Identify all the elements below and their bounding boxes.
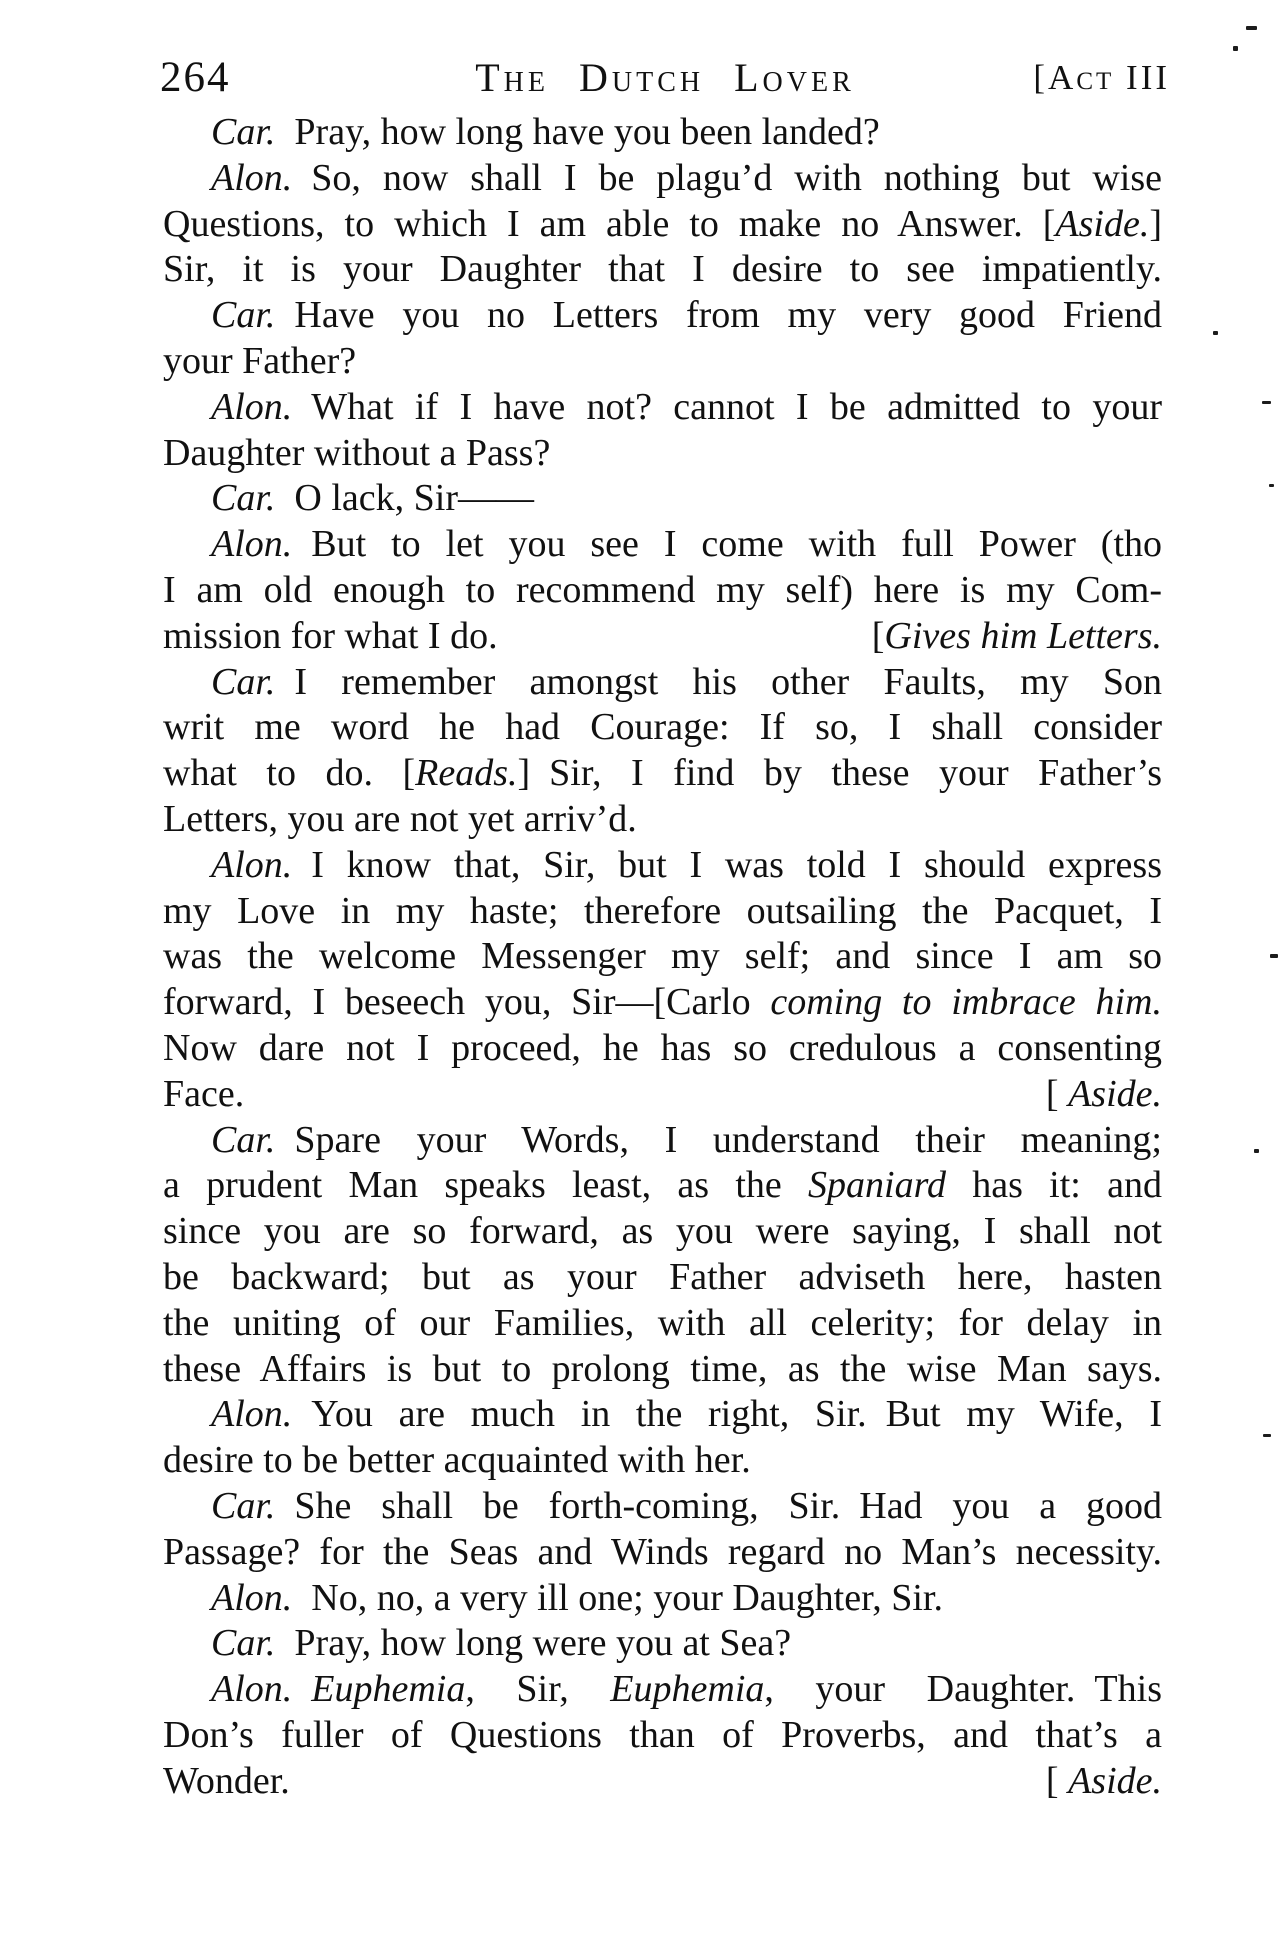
italic-text-segment: coming to imbrace him. [770, 981, 1162, 1024]
italic-text-segment: Car. [211, 294, 276, 337]
text-segment: Pray, how long have you been landed? [275, 111, 880, 153]
italic-text-segment: Car. [211, 660, 276, 703]
text-line [163, 797, 1162, 843]
text-line [163, 1759, 1162, 1805]
italic-text-segment: Alon. [211, 1668, 293, 1711]
text-segment: has it: and [945, 1164, 1162, 1207]
text-line [163, 1438, 1162, 1484]
text-line [163, 843, 1162, 889]
text-segment: the uniting of our Families, with all celerity; for delay in [163, 1301, 1162, 1344]
text-line [163, 431, 1162, 477]
text-line [163, 1301, 1162, 1347]
text-segment: Daughter without a Pass? [163, 431, 551, 474]
text-segment: [ [1045, 1759, 1069, 1802]
text-segment: a prudent Man speaks least, as the [163, 1164, 809, 1207]
text-line [163, 1026, 1162, 1072]
text-segment: Sir, it is your Daughter that I desire to see impatiently. [163, 248, 1162, 291]
text-line [163, 202, 1162, 248]
text-line [163, 660, 1162, 706]
italic-text-segment: Alon. [211, 385, 293, 428]
stage-direction [1046, 1072, 1162, 1118]
text-segment: O lack, Sir—— [275, 477, 534, 520]
text-segment: since you are so forward, as you were saying, I shall not [163, 1210, 1162, 1253]
text-segment: Passage? for the Seas and Winds regard no Man’s necessity. [163, 1530, 1162, 1573]
text-segment: So, now shall I be plagu’d with nothing but wise [292, 156, 1162, 199]
text-segment: what to do. [ [163, 752, 416, 795]
italic-text-segment: Gives him Letters. [884, 614, 1162, 657]
text-segment: [ [1045, 1072, 1069, 1115]
scan-speck [1270, 954, 1278, 958]
text-segment: Have you no Letters from my very good Friend [275, 294, 1162, 337]
text-segment: She shall be forth-coming, Sir. Had you a good [275, 1484, 1162, 1527]
line-left-part [163, 1759, 290, 1805]
italic-text-segment: Aside. [1068, 1072, 1162, 1115]
text-segment: ] Sir, I find by these your Father’s [517, 752, 1162, 795]
text-segment: , your Daughter. This [764, 1668, 1162, 1711]
text-line [163, 980, 1162, 1026]
text-segment: be backward; but as your Father adviseth here, hasten [163, 1255, 1162, 1298]
scan-speck [1254, 1149, 1259, 1153]
text-line [163, 1621, 1162, 1667]
italic-text-segment: Alon. [211, 1393, 293, 1436]
text-segment: [ [871, 614, 885, 657]
text-line [163, 247, 1162, 293]
text-segment: You are much in the right, Sir. But my Wife, I [292, 1393, 1162, 1436]
italic-text-segment: Car. [211, 1118, 276, 1161]
italic-text-segment: Aside. [1055, 202, 1150, 245]
text-line [163, 1530, 1162, 1576]
text-segment: I am old enough to recommend my self) here is my Com- [163, 568, 1162, 611]
text-segment: I remember amongst his other Faults, my Son [275, 660, 1162, 703]
line-left-part [163, 614, 498, 660]
italic-text-segment: Aside. [1068, 1759, 1162, 1802]
text-segment: No, no, a very ill one; your Daughter, Sir. [292, 1576, 943, 1619]
text-segment: these Affairs is but to prolong time, as the wise Man says. [163, 1347, 1162, 1390]
scan-speck [1263, 1434, 1271, 1437]
text-segment: mission for what I do. [163, 614, 498, 657]
text-segment: Spare your Words, I understand their meaning; [275, 1118, 1162, 1161]
text-segment: your Father? [163, 339, 357, 382]
running-header [160, 54, 1170, 102]
text-segment: writ me word he had Courage: If so, I shall consider [163, 706, 1162, 749]
italic-text-segment: Car. [211, 477, 276, 520]
scan-speck [1269, 484, 1274, 487]
italic-text-segment: Spaniard [808, 1164, 946, 1207]
text-segment: was the welcome Messenger my self; and since I am so [163, 935, 1162, 978]
scan-speck [1262, 401, 1271, 404]
italic-text-segment: Alon. [211, 1576, 293, 1619]
scan-speck [1233, 46, 1238, 51]
text-segment: forward, I beseech you, Sir—[Carlo [163, 981, 771, 1024]
italic-text-segment: Car. [211, 111, 276, 153]
text-line [163, 568, 1162, 614]
running-title: The Dutch Lover [475, 55, 855, 100]
text-line [163, 1209, 1162, 1255]
italic-text-segment: Alon. [211, 523, 293, 566]
text-segment: Pray, how long were you at Sea? [275, 1622, 792, 1665]
text-line [163, 934, 1162, 980]
text-line [163, 1163, 1162, 1209]
italic-text-segment: Euphemia [311, 1668, 466, 1711]
italic-text-segment: Alon. [211, 843, 293, 886]
text-line [163, 339, 1162, 385]
text-line [163, 705, 1162, 751]
text-line [163, 751, 1162, 797]
text-line [163, 1484, 1162, 1530]
text-segment: Wonder. [163, 1759, 290, 1802]
text-segment [292, 1668, 311, 1710]
page-number: 264 [160, 54, 231, 101]
italic-text-segment: Reads. [415, 752, 518, 795]
text-line [163, 385, 1162, 431]
act-label: [Act III [1033, 58, 1170, 97]
text-segment: Don’s fuller of Questions than of Proverbs, and that’s a [163, 1713, 1162, 1756]
text-line [163, 1072, 1162, 1118]
text-line [163, 889, 1162, 935]
text-line [163, 1713, 1162, 1759]
italic-text-segment: Car. [211, 1622, 276, 1665]
text-line [163, 293, 1162, 339]
text-line [163, 1392, 1162, 1438]
stage-direction [872, 614, 1162, 660]
text-segment: ] [1149, 202, 1162, 245]
text-line [163, 1255, 1162, 1301]
text-segment: , Sir, [465, 1668, 611, 1711]
text-segment: But to let you see I come with full Power (tho [292, 523, 1162, 566]
text-segment: desire to be better acquainted with her. [163, 1439, 751, 1482]
scan-speck [1246, 26, 1257, 30]
scan-speck [1213, 331, 1218, 335]
text-line [163, 614, 1162, 660]
text-line [163, 1347, 1162, 1393]
italic-text-segment: Car. [211, 1484, 276, 1527]
text-line [163, 1667, 1162, 1713]
text-segment: What if I have not? cannot I be admitted to your [292, 385, 1162, 428]
text-segment: I know that, Sir, but I was told I should express [292, 843, 1162, 886]
text-line [163, 476, 1162, 522]
line-left-part [163, 1072, 244, 1118]
stage-direction [1046, 1759, 1162, 1805]
italic-text-segment: Euphemia [610, 1668, 765, 1711]
text-segment: Now dare not I proceed, he has so credulous a consenting [163, 1026, 1162, 1069]
text-block [163, 110, 1162, 1804]
text-segment: Letters, you are not yet arriv’d. [163, 797, 637, 840]
text-line [163, 1118, 1162, 1164]
text-line [163, 522, 1162, 568]
text-line [163, 156, 1162, 202]
text-line [163, 1576, 1162, 1622]
text-segment: Face. [163, 1072, 245, 1115]
text-segment: my Love in my haste; therefore outsailing the Pacquet, I [163, 889, 1162, 932]
italic-text-segment: Alon. [211, 156, 293, 199]
text-segment: Questions, to which I am able to make no Answer. [ [163, 202, 1056, 245]
text-line [163, 110, 1162, 156]
